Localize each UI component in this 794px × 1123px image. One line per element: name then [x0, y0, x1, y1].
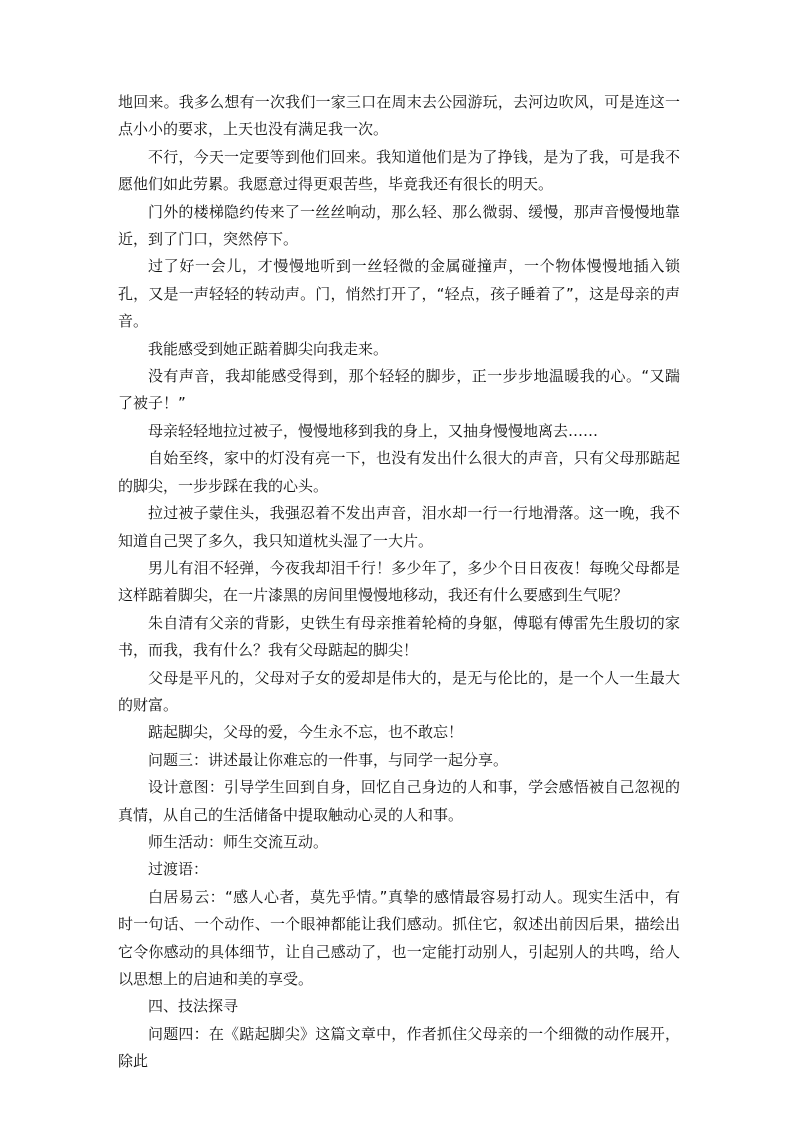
paragraph: 不行，今天一定要等到他们回来。我知道他们是为了挣钱，是为了我，可是我不愿他们如此劳累。我愿意过得更艰苦些，毕竟我还有很长的明天。 — [118, 147, 680, 194]
paragraph: 我能感受到她正踮着脚尖向我走来。 — [148, 339, 389, 358]
paragraph: 父母是平凡的，父母对子女的爱却是伟大的，是无与伦比的，是一个人一生最大的财富。 — [118, 668, 680, 714]
paragraph: 母亲轻轻地拉过被子，慢慢地移到我的身上，又抽身慢慢地离去…… — [148, 421, 599, 440]
paragraph: 踮起脚尖，父母的爱，今生永不忘，也不敢忘！ — [148, 723, 464, 742]
paragraph: 白居易云：“感人心者，莫先乎情。”真挚的感情最容易打动人。现实生活中，有时一句话、一个动作、一个眼神都能让我们感动。抓住它，叙述出前因后果，描绘出它令你感动的具体细节，让自己感动了，也一定能打动别人，引起别人的共鸣，给人以思想上的启迪和美的享受。 — [118, 887, 680, 988]
paragraph: 男儿有泪不轻弹，今夜我却泪千行！多少年了，多少个日日夜夜！每晚父母都是这样踮着脚尖，在一片漆黑的房间里慢慢地移动，我还有什么要感到生气呢？ — [118, 558, 680, 605]
paragraph: 没有声音，我却能感受得到，那个轻轻的脚步，正一步步地温暖我的心。“又踹了被子！” — [118, 367, 680, 413]
paragraph: 朱自清有父亲的背影，史铁生有母亲推着轮椅的身躯，傅聪有傅雷先生殷切的家书，而我，我有什么？我有父母踮起的脚尖！ — [118, 613, 680, 660]
paragraph: 地回来。我多么想有一次我们一家三口在周末去公园游玩，去河边吹风，可是连这一点小小的要求，上天也没有满足我一次。 — [118, 93, 680, 139]
question-three: 问题三：讲述最让你难忘的一件事，与同学一起分享。 — [148, 750, 509, 769]
paragraph: 过了好一会儿，才慢慢地听到一丝轻微的金属碰撞声，一个物体慢慢地插入锁孔，又是一声轻轻的转动声。门，悄然打开了，“轻点，孩子睡着了”，这是母亲的声音。 — [118, 257, 680, 331]
paragraph: 自始至终，家中的灯没有亮一下，也没有发出什么很大的声音，只有父母那踮起的脚尖，一步步踩在我的心头。 — [118, 449, 680, 495]
document-page — [118, 89, 680, 1076]
section-heading: 四、技法探寻 — [148, 997, 239, 1016]
paragraph: 门外的楼梯隐约传来了一丝丝响动，那么轻、那么微弱、缓慢，那声音慢慢地靠近，到了门口，突然停下。 — [118, 202, 680, 249]
teacher-student-activity: 师生活动：师生交流互动。 — [148, 832, 329, 851]
transition-label: 过渡语： — [148, 860, 209, 879]
design-intent: 设计意图：引导学生回到自身，回忆自己身边的人和事，学会感悟被自己忽视的真情，从自己的生活储备中提取触动心灵的人和事。 — [118, 778, 680, 824]
question-four: 问题四：在《踮起脚尖》这篇文章中，作者抓住父母亲的一个细微的动作展开，除此 — [118, 1024, 680, 1071]
paragraph: 拉过被子蒙住头，我强忍着不发出声音，泪水却一行一行地滑落。这一晚，我不知道自己哭了多久，我只知道枕头湿了一大片。 — [118, 504, 680, 550]
